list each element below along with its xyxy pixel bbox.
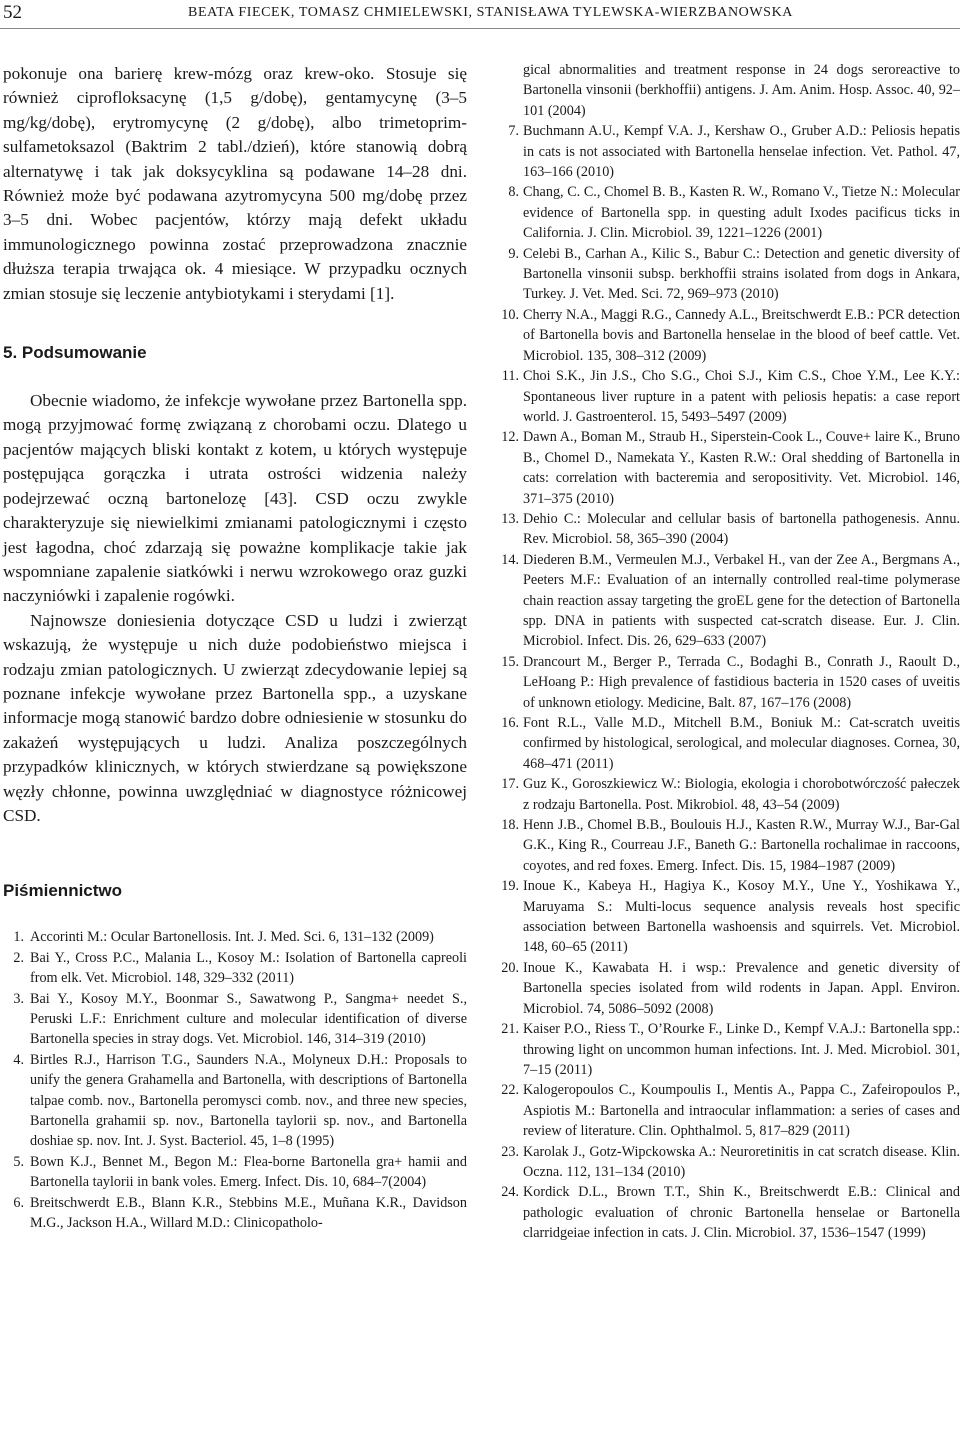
reference-text: Guz K., Goroszkiewicz W.: Biologia, ekologia i chorobotwórczość pałeczek z rodzaju Bartonella. Post. Mikrobiol. 48, 43–54 (2009)	[523, 776, 960, 813]
reference-text: Bai Y., Cross P.C., Malania L., Kosoy M.: Isolation of Bartonella capreoli from elk. Vet. Microbiol. 148, 329–332 (2011)	[30, 949, 467, 987]
reference-item	[496, 427, 960, 509]
reference-text: Kaiser P.O., Riess T., O’Rourke F., Linke D., Kempf V.A.J.: Bartonella spp.: throwing light on uncommon human infections. Int. J. Med. Microbiol. 301, 7–15 (2011)	[523, 1021, 960, 1078]
reference-item	[496, 1080, 960, 1141]
reference-item	[3, 989, 467, 1050]
reference-number: 7.	[508, 123, 519, 140]
reference-text: Diederen B.M., Vermeulen M.J., Verbakel H., van der Zee A., Bergmans A., Peeters M.F.: Evaluation of an internally controlled real-time polymerase chain reaction assay targeting the groEL gene for the detection of Bartonella spp. DNA in patients with suspected cat-scratch disease. Eur. J. Clin. Microbiol. Infect. Dis. 26, 629–633 (2007)	[523, 551, 960, 650]
reference-item	[3, 927, 467, 947]
section-heading-references: Piśmiennictwo	[3, 881, 123, 901]
reference-text: Cherry N.A., Maggi R.G., Cannedy A.L., Breitschwerdt E.B.: PCR detection of Bartonella bovis and Bartonella henselae in the blood of beef cattle. Vet. Microbiol. 135, 308–312 (2009)	[523, 306, 960, 364]
reference-number: 14.	[501, 551, 519, 568]
right-column	[496, 60, 960, 1244]
reference-item	[496, 713, 960, 774]
reference-item	[496, 121, 960, 182]
reference-number: 11.	[501, 368, 519, 385]
reference-text: Kordick D.L., Brown T.T., Shin K., Breitschwerdt E.B.: Clinical and pathologic evaluation of chronic Bartonella henselae or Bartonella clarridgeiae infection in cats. J. Clin. Microbiol. 37, 1536–1547 (1999)	[523, 1184, 960, 1242]
reference-text: Dawn A., Boman M., Straub H., Siperstein-Cook L., Couve+ laire K., Bruno B., Chomel D., Namekata Y., Kasten R.W.: Oral shedding of Bartonella in cats: correlation with bacteremia and seropositivity. Vet. Microbiol. 146, 371–375 (2010)	[523, 429, 960, 507]
reference-text: Drancourt M., Berger P., Terrada C., Bodaghi B., Conrath J., Raoult D., LeHoang P.: High prevalence of fastidious bacteria in 1520 cases of uveitis of unknown etiology. Medicine, Balt. 87, 167–176 (2008)	[523, 653, 960, 711]
reference-item	[496, 509, 960, 550]
reference-text: Accorinti M.: Ocular Bartonellosis. Int. J. Med. Sci. 6, 131–132 (2009)	[30, 929, 434, 946]
reference-text: Breitschwerdt E.B., Blann K.R., Stebbins M.E., Muñana K.R., Davidson M.G., Jackson H.A., Willard M.D.: Clinicopatholo-	[30, 1194, 467, 1232]
reference-text: Dehio C.: Molecular and cellular basis of bartonella pathogenesis. Annu. Rev. Microbiol. 58, 365–390 (2004)	[523, 510, 960, 548]
reference-number: 4.	[13, 1051, 24, 1068]
reference-item	[496, 876, 960, 958]
reference-number: 21.	[501, 1021, 519, 1038]
reference-text: Kalogeropoulos C., Koumpoulis I., Mentis A., Pappa C., Zafeiropoulos P., Aspiotis M.: Bartonella and intraocular inflammation: a series of cases and review of literature. Clin. Ophthalmol. 5, 817–829 (2011)	[523, 1082, 960, 1140]
reference-text: Celebi B., Carhan A., Kilic S., Babur C.: Detection and genetic diversity of Bartonella vinsonii subsp. berkhoffii strains isolated from dogs in Ankara, Turkey. J. Vet. Med. Sci. 72, 969–973 (2010)	[523, 245, 960, 303]
reference-text: Buchmann A.U., Kempf V.A. J., Kershaw O., Gruber A.D.: Peliosis hepatis in cats is not associated with Bartonella henselae infection. Vet. Pathol. 47, 163–166 (2010)	[523, 123, 960, 181]
reference-item	[496, 366, 960, 427]
reference-list-right	[496, 121, 960, 1243]
reference-number: 8.	[508, 184, 519, 201]
reference-text: Birtles R.J., Harrison T.G., Saunders N.A., Molyneux D.H.: Proposals to unify the genera Grahamella and Bartonella, with descriptions of Bartonella talpae comb. nov., Bartonella peromysci comb. nov., and three new species, Bartonella grahamii sp. nov., Bartonella taylorii sp. nov., and Bartonella doshiae sp. nov. Int. J. Syst. Bacteriol. 45, 1–8 (1995)	[30, 1051, 467, 1150]
left-column	[3, 62, 467, 1233]
page-number: 52	[3, 2, 22, 23]
reference-number: 3.	[13, 990, 24, 1007]
reference-item	[3, 1152, 467, 1193]
reference-item	[496, 1182, 960, 1243]
reference-number: 5.	[13, 1153, 24, 1170]
reference-number: 19.	[501, 878, 519, 895]
reference-text: Font R.L., Valle M.D., Mitchell B.M., Boniuk M.: Cat-scratch uveitis confirmed by histological, serological, and molecular diagnoses. Cornea, 30, 468–471 (2011)	[523, 715, 960, 772]
reference-number: 18.	[501, 817, 519, 834]
reference-item	[496, 550, 960, 652]
reference-item	[496, 774, 960, 815]
reference-text: Choi S.K., Jin J.S., Cho S.G., Choi S.J., Kim C.S., Choe Y.M., Lee K.Y.: Spontaneous liver rupture in a patent with peliosis hepatis: a case report world. J. Gastroenterol. 15, 5493–5497 (2009)	[523, 368, 960, 425]
intro-paragraph: pokonuje ona barierę krew-mózg oraz krew-oko. Stosuje się również ciprofloksacynę (1,5 g/dobę), gentamycynę (3–5 mg/kg/dobę), erytromycynę (2 g/dobę), albo trimetoprim-sulfametoksazol (Baktrim 2 tabl./dzień), które stanowią dobrą alternatywę i tak jak doksycyklina są podawane 14–28 dni. Również może być podawana azytromycyna 500 mg/dobę przez 3–5 dni. Wobec pacjentów, którzy mają defekt układu immunologicznego powinna zostać przeprowadzona znacznie dłuższa terapia trwająca ok. 4 miesiące. W przypadku ocznych zmian stosuje się leczenie antybiotykami i sterydami [1].	[3, 64, 467, 303]
reference-item	[496, 244, 960, 305]
reference-item	[496, 1019, 960, 1080]
reference-number: 15.	[501, 653, 519, 670]
reference-item	[496, 305, 960, 366]
reference-item	[3, 1193, 467, 1234]
reference-item	[3, 948, 467, 989]
reference-item	[3, 1050, 467, 1152]
reference-text: Inoue K., Kabeya H., Hagiya K., Kosoy M.Y., Une Y., Yoshikawa Y., Maruyama S.: Multi-locus sequence analysis reveals host specific association between Bartonella washoensis and squirrels. Vet. Microbiol. 148, 60–65 (2011)	[523, 878, 960, 956]
reference-number: 23.	[501, 1143, 519, 1160]
summary-paragraph-2: Najnowsze doniesienia dotyczące CSD u ludzi i zwierząt wskazują, że występuje u nich duże podobieństwo miejsca i rodzaju zmian patologicznych. U zwierząt zdecydowanie lepiej są poznane infekcje wywołane przez Bartonella spp., a uzyskane informacje mogą stanowić bardzo dobre odniesienie w stosunku do zakażeń występujących u ludzi. Analiza poszczególnych przypadków klinicznych, w których stwierdzane są powiększone węzły chłonne, powinna uwzględniać w diagnostyce różnicowej CSD.	[3, 610, 467, 825]
reference-number: 22.	[501, 1082, 519, 1099]
reference-number: 9.	[508, 245, 519, 262]
reference-item	[496, 1142, 960, 1183]
running-head-authors: BEATA FIECEK, TOMASZ CHMIELEWSKI, STANISŁAWA TYLEWSKA-WIERZBANOWSKA	[188, 5, 793, 20]
reference-text: Chang, C. C., Chomel B. B., Kasten R. W., Romano V., Tietze N.: Molecular evidence of Bartonella spp. in questing adult Ixodes pacificus ticks in California. J. Clin. Microbiol. 39, 1221–1226 (2001)	[523, 184, 960, 242]
reference-number: 10.	[501, 306, 519, 323]
reference-text: Bai Y., Kosoy M.Y., Boonmar S., Sawatwong P., Sangma+ needet S., Peruski L.F.: Enrichment culture and molecular identification of diverse Bartonella species in stray dogs. Vet. Microbiol. 146, 314–319 (2010)	[30, 990, 467, 1048]
reference-text: Bown K.J., Bennet M., Begon M.: Flea-borne Bartonella gra+ hamii and Bartonella taylorii in bank voles. Emerg. Infect. Dis. 10, 684–7(2004)	[30, 1153, 467, 1191]
reference-text: Henn J.B., Chomel B.B., Boulouis H.J., Kasten R.W., Murray W.J., Bar-Gal G.K., King R., Courreau J.F., Baneth G.: Bartonella rochalimae in raccoons, coyotes, and red foxes. Emerg. Infect. Dis. 15, 1984–1987 (2009)	[523, 817, 960, 874]
reference-number: 12.	[501, 429, 519, 446]
reference-number: 2.	[13, 949, 24, 966]
reference-number: 17.	[501, 776, 519, 793]
reference-number: 16.	[501, 715, 519, 731]
reference-item	[496, 182, 960, 243]
reference-text: Karolak J., Gotz-Wipckowska A.: Neuroretinitis in cat scratch disease. Klin. Oczna. 112, 131–134 (2010)	[523, 1143, 960, 1180]
reference-number: 13.	[501, 510, 519, 527]
reference-number: 24.	[501, 1184, 519, 1201]
reference-number: 6.	[13, 1194, 24, 1211]
section-heading-summary: 5. Podsumowanie	[3, 343, 147, 363]
reference-continuation: gical abnormalities and treatment response in 24 dogs seroreactive to Bartonella vinsonii (berkhoffii) antigens. J. Am. Anim. Hosp. Assoc. 40, 92–101 (2004)	[523, 62, 960, 119]
reference-list-left	[3, 927, 467, 1233]
summary-paragraph-1: Obecnie wiadomo, że infekcje wywołane przez Bartonella spp. mogą przyjmować formę związaną z chorobami oczu. Dlatego u pacjentów mających bliski kontakt z kotem, u których występuje postępująca gorączka i utrata ostrości widzenia należy podejrzewać oczną bartonelozę [43]. CSD oczu zwykle charakteryzuje się niewielkimi zmianami patologicznymi i często jest łagodna, choć zdarzają się poważne komplikacje takie jak wspomniane zapalenie siatkówki i nerwu wzrokowego oraz guzki naczyniówki i zapalenie rogówki.	[3, 391, 467, 606]
reference-number: 1.	[13, 929, 24, 946]
reference-number: 20.	[501, 959, 519, 976]
reference-item	[496, 958, 960, 1019]
running-header	[0, 0, 960, 29]
reference-item	[496, 815, 960, 876]
reference-text: Inoue K., Kawabata H. i wsp.: Prevalence and genetic diversity of Bartonella species isolated from wild rodents in Japan. Appl. Environ. Microbiol. 74, 5086–5092 (2008)	[523, 959, 960, 1017]
reference-item	[496, 652, 960, 713]
